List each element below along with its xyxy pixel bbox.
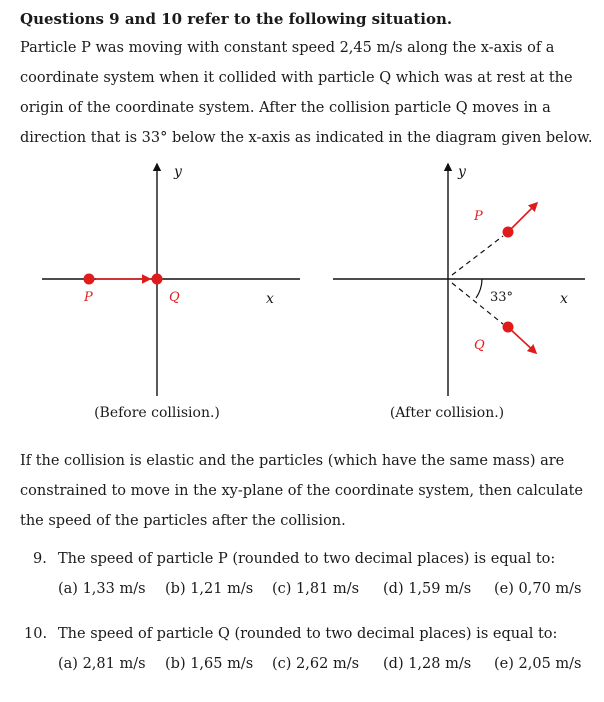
question-number: 9.: [33, 551, 47, 567]
before-caption: (Before collision.): [94, 405, 220, 421]
intro-line: origin of the coordinate system. After the collision particle Q moves in a: [20, 100, 551, 116]
after-p-dashed-path: [452, 236, 503, 275]
section-heading: Questions 9 and 10 refer to the following situation.: [20, 10, 453, 28]
after-q-velocity-arrow: [509, 328, 536, 353]
before-label-p: P: [84, 290, 93, 305]
before-particle-p: [84, 274, 95, 285]
before-y-label: y: [174, 164, 182, 180]
option-b[interactable]: (b) 1,65 m/s: [165, 656, 254, 672]
collision-diagrams: [0, 158, 604, 428]
after-y-label: y: [458, 164, 466, 180]
diagram-after: [333, 164, 585, 421]
after-caption: (After collision.): [389, 405, 505, 421]
after-particle-p: [503, 227, 514, 238]
conditions-line: constrained to move in the xy-plane of the coordinate system, then calculate: [20, 483, 584, 499]
before-label-q: Q: [169, 290, 180, 305]
option-c[interactable]: (c) 2,62 m/s: [272, 656, 360, 672]
question-text: The speed of particle Q (rounded to two decimal places) is equal to:: [58, 626, 558, 642]
option-e[interactable]: (e) 2,05 m/s: [494, 656, 582, 672]
after-p-velocity-arrow: [509, 203, 537, 231]
intro-line: coordinate system when it collided with particle Q which was at rest at the: [20, 70, 573, 86]
before-particle-q: [152, 274, 163, 285]
option-c[interactable]: (c) 1,81 m/s: [272, 581, 360, 597]
after-x-label: x: [560, 291, 568, 307]
conditions-line: the speed of the particles after the collision.: [20, 513, 346, 529]
option-a[interactable]: (a) 2,81 m/s: [58, 656, 146, 672]
intro-line: direction that is 33° below the x-axis as indicated in the diagram given below.: [20, 130, 593, 146]
option-e[interactable]: (e) 0,70 m/s: [494, 581, 582, 597]
intro-paragraph: [20, 33, 593, 153]
after-label-p: P: [474, 209, 483, 224]
option-b[interactable]: (b) 1,21 m/s: [165, 581, 254, 597]
after-angle-label: 33°: [490, 290, 514, 305]
after-angle-arc: [476, 279, 482, 298]
option-a[interactable]: (a) 1,33 m/s: [58, 581, 146, 597]
conditions-paragraph: [20, 446, 588, 536]
option-d[interactable]: (d) 1,28 m/s: [383, 656, 472, 672]
after-label-q: Q: [474, 338, 485, 353]
conditions-line: If the collision is elastic and the particles (which have the same mass) are: [20, 453, 565, 469]
question-text: The speed of particle P (rounded to two decimal places) is equal to:: [58, 551, 556, 567]
intro-line: Particle P was moving with constant speed 2,45 m/s along the x-axis of a: [20, 40, 555, 56]
before-x-label: x: [266, 291, 274, 307]
after-particle-q: [503, 322, 514, 333]
option-d[interactable]: (d) 1,59 m/s: [383, 581, 472, 597]
question-number: 10.: [24, 626, 48, 642]
diagram-before: [42, 164, 300, 421]
